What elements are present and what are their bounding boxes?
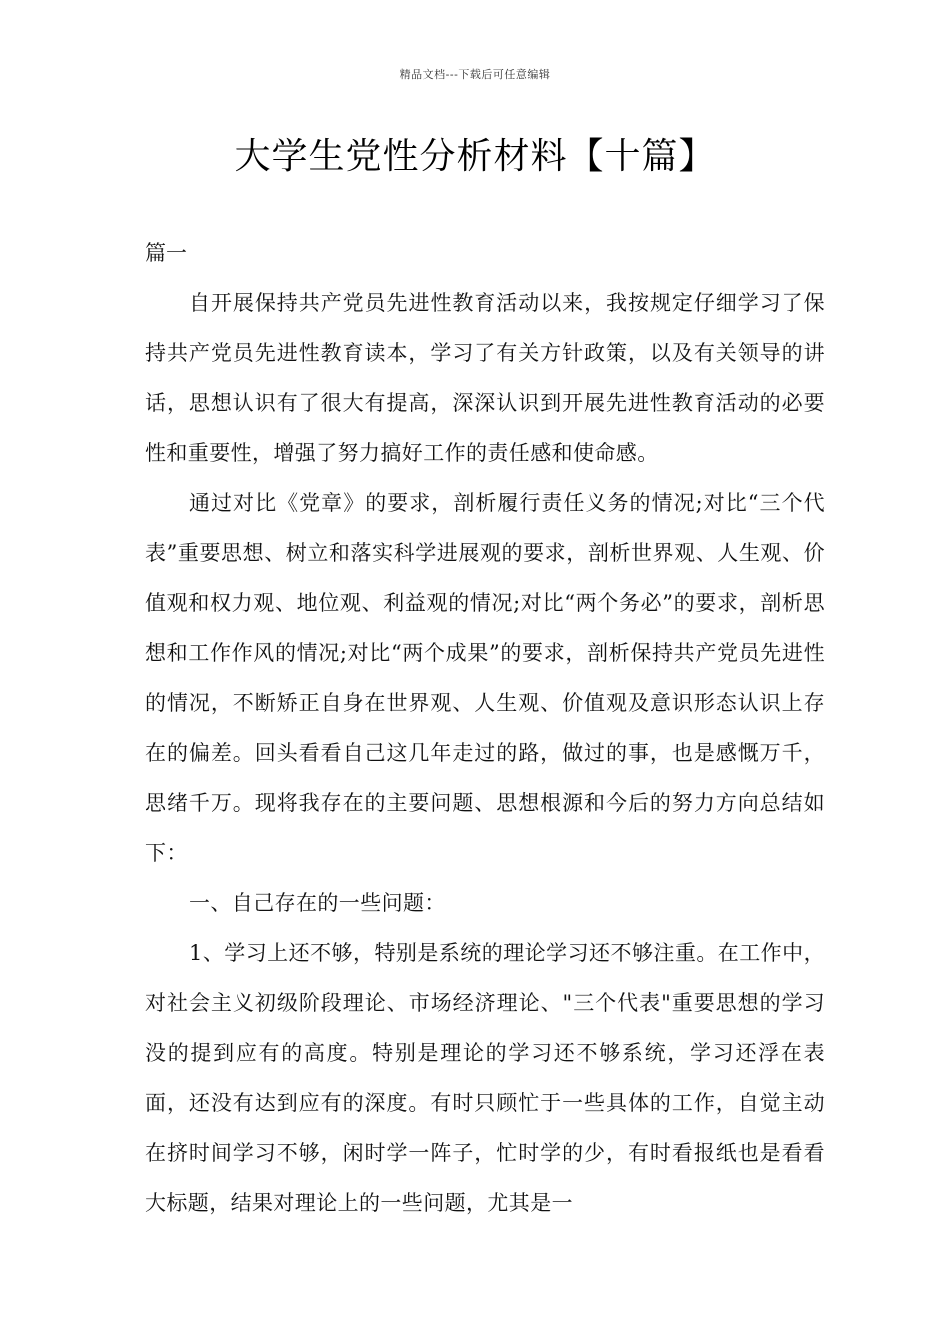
- section-label: 篇一: [145, 241, 187, 265]
- header-note: 精品文档---下载后可任意编辑: [399, 68, 551, 81]
- paragraph-analysis: 通过对比《党章》的要求，剖析履行责任义务的情况;对比“三个代表”重要思想、树立和落实科学进展观的要求，剖析世界观、人生观、价值观和权力观、地位观、利益观的情况;对比“两个务必”的要求，剖析思想和工作作风的情况;对比“两个成果”的要求，剖析保持共产党员先进性的情况，不断矫正自身在世界观、人生观、价值观及意识形态认识上存在的偏差。回头看看自己这几年走过的路，做过的事，也是感慨万千，思绪千万。现将我存在的主要问题、思想根源和今后的努力方向总结如下：: [145, 491, 825, 865]
- paragraph-intro: 自开展保持共产党员先进性教育活动以来，我按规定仔细学习了保持共产党员先进性教育读本，学习了有关方针政策，以及有关领导的讲话，思想认识有了很大有提高，深深认识到开展先进性教育活动的必要性和重要性，增强了努力搞好工作的责任感和使命感。: [145, 291, 825, 465]
- paragraph-study-issues: 1、学习上还不够，特别是系统的理论学习还不够注重。在工作中，对社会主义初级阶段理论、市场经济理论、"三个代表"重要思想的学习没的提到应有的高度。特别是理论的学习还不够系统，学习还浮在表面，还没有达到应有的深度。有时只顾忙于一些具体的工作，自觉主动在挤时间学习不够，闲时学一阵子，忙时学的少，有时看报纸也是看看大标题，结果对理论上的一些问题，尤其是一: [145, 941, 825, 1215]
- document-title: 大学生党性分析材料【十篇】: [234, 136, 716, 177]
- document-body: [145, 228, 825, 1228]
- paragraph-heading-problems: 一、自己存在的一些问题：: [189, 891, 446, 915]
